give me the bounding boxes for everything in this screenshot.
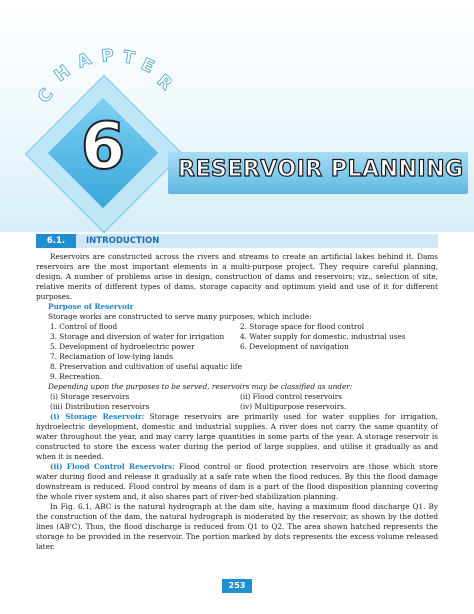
- chapter-letter: E: [137, 54, 158, 78]
- purpose-list: [36, 322, 438, 352]
- purpose-lead: Storage works are constructed to serve many purposes, which include:: [48, 312, 312, 321]
- storage-reservoir-label: (i) Storage Reservoir:: [50, 412, 145, 421]
- section-number: 6.1.: [46, 236, 66, 246]
- purpose-heading: Purpose of Reservoir: [48, 302, 134, 311]
- list-item: (ii) Flood control reservoirs: [240, 392, 342, 401]
- figure-paragraph: In Fig. 6.1, ABC is the natural hydrograph at the dam site, having a maximum flood discharge Q1. By the construction of the dam, the natural hydrograph is moderated by the reservoir, as shown by the dotted lines (AB'C). Thus, the flood discharge is reduced from Q1 to Q2. The area shown hatched represents the storage to be provided in the reservoir. The portion marked by dots represents the excess volume released later.: [36, 502, 438, 551]
- list-item: 3. Storage and diversion of water for irrigation: [50, 332, 225, 341]
- list-item: 5. Development of hydroelectric power: [50, 342, 195, 351]
- chapter-letter: R: [152, 70, 176, 95]
- flood-control-paragraph: [36, 462, 438, 502]
- flood-control-text: Flood control or flood protection reservoirs are those which store water during flood and release it gradually at a safe rate when the flood reduces. By this the flood damage downstream is reduced. Flood control by means of dam is a part of the flood disposition planning covering the whole river system and, it also shares part of river-bed stabilization planning.: [36, 462, 438, 501]
- list-item: (iii) Distribution reservoirs: [50, 402, 150, 411]
- list-item: 7. Reclamation of low-lying lands: [50, 352, 173, 361]
- list-item: (iv) Multipurpose reservoirs.: [240, 402, 347, 411]
- list-item: 4. Water supply for domestic, industrial uses: [240, 332, 406, 341]
- chapter-letter: A: [74, 49, 95, 73]
- chapter-letter: H: [50, 61, 75, 86]
- chapter-title: RESERVOIR PLANNING: [178, 157, 464, 182]
- chapter-letter: C: [34, 84, 58, 108]
- page-body: [36, 252, 438, 552]
- storage-reservoir-text: Storage reservoirs are primarily used for water supplies for irrigation, hydroelectric development, domestic and industrial supplies. A river does not carry the same quantity of water throughout the year, and may carry large quantities in some parts of the year. A storage reservoir is constructed to store the excess water during the period of large supplies, and utilise it gradually as and when it is needed.: [36, 412, 438, 461]
- list-item: 2. Storage space for flood control: [240, 322, 365, 331]
- chapter-letter: P: [100, 45, 115, 67]
- list-item: 6. Development of navigation: [240, 342, 349, 351]
- list-item: (i) Storage reservoirs: [50, 392, 130, 401]
- classification-list: [36, 392, 438, 412]
- page-number: 253: [228, 581, 246, 590]
- flood-control-label: (ii) Flood Control Reservoirs:: [50, 462, 175, 471]
- section-title: INTRODUCTION: [86, 236, 160, 246]
- chapter-letter: T: [121, 47, 137, 69]
- storage-reservoir-paragraph: [36, 412, 438, 462]
- list-item: 1. Control of flood: [50, 322, 118, 331]
- chapter-number: 6: [80, 110, 126, 184]
- classify-lead: Depending upon the purposes to be served, reservoirs may be classified as under:: [48, 382, 353, 391]
- chapter-number-badge: [38, 88, 168, 218]
- list-item: 8. Preservation and cultivation of useful aquatic life: [50, 362, 242, 371]
- list-item: 9. Recreation.: [50, 372, 103, 381]
- intro-paragraph: Reservoirs are constructed across the rivers and streams to create an artificial lakes behind it. Dams reservoirs are the most important elements in a multi-purpose project. They require careful planning, design. A number of problems arise in design, construction of dams and reservoirs; viz., selection of site, relative merits of different types of dams, storage capacity and optimum yield and use of it for different purposes.: [36, 252, 438, 301]
